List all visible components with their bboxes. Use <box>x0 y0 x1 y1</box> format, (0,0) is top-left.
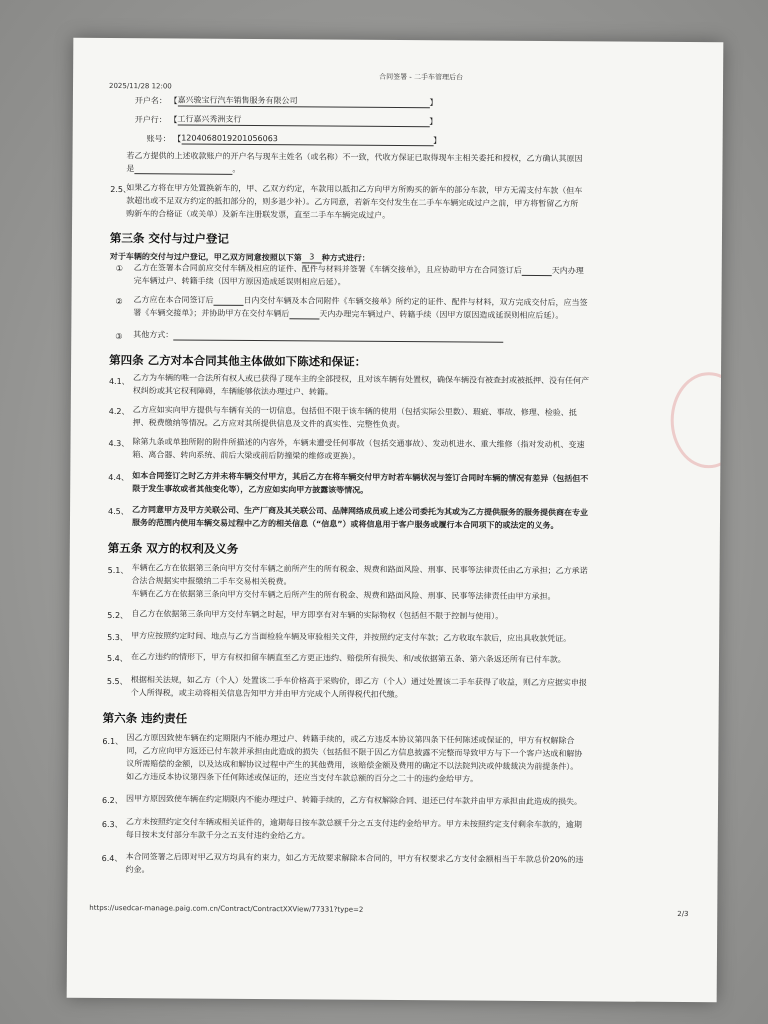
item-number: ② <box>115 297 123 307</box>
clause-6-3-line2: 每日按未支付部分车款千分之五支付违约金给乙方。 <box>125 830 310 841</box>
clause-5-3-line1: 甲方应按照约定时间、地点与乙方当面检验车辆及审验相关文件，并按照约定支付车款；乙方收取车款后，应出具收款凭证。 <box>131 631 572 644</box>
clause-2-5-line2: 款超出或不足双方约定的抵扣部分的，则多退少补）。乙方同意，若新车交付发生在二手车车辆完成过户之前，甲方将暂留乙方所 <box>126 196 579 209</box>
clause-6-3-line1: 乙方未按照约定交付车辆或相关证件的，逾期每日按车款总额千分之五支付违约金给甲方。甲方未按照约定支付剩余车款的，逾期 <box>125 817 582 830</box>
clause-number: 5.5、 <box>106 676 128 687</box>
clause-4-5-line1: 乙方同意甲方及甲方关联公司、生产厂商及其关联公司、品牌网络成员或上述公司委托为其或为乙方提供服务的服务提供商在专业 <box>132 505 589 518</box>
clause-5-1-line1: 车辆在乙方在依据第三条向甲方交付车辆之前所产生的所有税金、规费和路面风险、刑事、民事等法律责任由乙方承担；乙方承诺 <box>131 563 588 576</box>
delivery-method-choice: 3 <box>302 251 322 263</box>
clause-5-2-line1: 自乙方在依据第三条向甲方交付车辆之时起，甲方即享有对车辆的实际物权（包括但不限于控制与使用）。 <box>131 609 504 621</box>
clause-number: 6.1、 <box>102 736 124 747</box>
clause-5-1-line2: 合法合规据实申报缴纳二手车交易相关税费。 <box>131 576 292 587</box>
section-3-item3: 其他方式： <box>133 329 503 343</box>
section-3-intro: 对于车辆的交付与过户登记，甲乙双方同意按照以下第 3 种方式进行： <box>109 252 370 263</box>
clause-4-2-line1: 乙方应如实向甲方提供与车辆有关的一切信息，包括但不限于该车辆的使用（包括实际公里数）、瑕疵、事故、修理、检验、抵 <box>132 405 577 418</box>
clause-5-5-line1: 根据相关法规，如乙方（个人）处置该二手车价格高于采购价，即乙方（个人）通过处置该二手车获得了收益，则乙方应据实申报 <box>130 675 587 688</box>
section-4-title: 第四条 乙方对本合同其他主体做如下陈述和保证： <box>109 353 367 369</box>
section-3-title: 第三条 交付与过户登记 <box>109 231 230 246</box>
clause-6-2-line1: 因甲方原因致使车辆在约定期限内不能办理过户、转籍手续的，乙方有权解除合同、退还已付车款并由甲方承担由此造成的损失。 <box>126 794 583 807</box>
account-number-row: 账号： 【1204068019201056063 】 <box>146 133 442 146</box>
clause-4-3-line2: 箱、离合器、转向系统、前后大梁或前后防撞梁的维修或更换）。 <box>132 450 361 461</box>
section-5-title: 第五条 双方的权利及义务 <box>107 540 239 556</box>
footer-url: https://usedcar-manage.paig.com.cn/Contract/ContractXXView/77331?type=2 <box>89 903 364 914</box>
clause-number: 6.2、 <box>102 795 123 806</box>
account-bank-value: 工行嘉兴秀洲支行 <box>177 113 429 127</box>
clause-number: 6.4、 <box>101 853 123 864</box>
account-number-value: 1204068019201056063 <box>181 132 433 146</box>
clause-5-4-line1: 在乙方违约的情形下，甲方有权扣留车辆直至乙方更正违约、赔偿所有损失、和/或依据第五条、第六条返还所有已付车款。 <box>131 652 566 665</box>
account-bank-label: 开户行： <box>134 115 167 125</box>
document-title: 合同签署 - 二手车管理后台 <box>379 72 464 82</box>
account-bank-row: 开户行： 【工行嘉兴秀洲支行 】 <box>134 114 438 127</box>
clause-2-5-line3: 购新车的合格证（或关单）及新车注册联发票，直至二手车车辆完成过户。 <box>126 209 391 220</box>
clause-4-2-line2: 押、税费缴纳等情况。乙方应对其所提供信息及文件的真实性、完整性负责。 <box>132 418 405 430</box>
clause-6-1-line2: 同，乙方应向甲方返还已付车款并承担由此造成的损失（包括但不限于因乙方信息披露不完整而导致甲方与下一个客户达成和解协 <box>126 746 583 759</box>
account-number-label: 账号： <box>146 134 171 144</box>
account-note-line2: 是 。 <box>126 164 241 174</box>
clause-number: 4.4、 <box>108 472 130 483</box>
section-3-item2-line1: 乙方应在本合同签订后 日内交付车辆及本合同附件《车辆交接单》所约定的证件、配件与材料，双方完成交付后，应当签 <box>133 295 588 308</box>
clause-5-5-line2: 个人所得税，或主动将相关信息告知甲方并由甲方完成个人所得税代扣代缴。 <box>130 688 403 700</box>
item-number: ③ <box>115 332 123 342</box>
clause-number: 4.1、 <box>108 376 130 387</box>
section-6-title: 第六条 违约责任 <box>102 710 188 726</box>
contract-page <box>67 38 724 1003</box>
print-timestamp: 2025/11/28 12:00 <box>108 81 172 91</box>
clause-4-4-line2: 限于发生事故或者其他变化等），乙方应如实向甲方披露该等情况。 <box>132 484 369 495</box>
clause-4-1-line1: 乙方为车辆的唯一合法所有权人或已获得了现车主的全部授权，且对该车辆有处置权，确保车辆没有被查封或被抵押、没有任何产 <box>132 373 590 386</box>
clause-number: 4.2、 <box>108 406 130 417</box>
section-3-item2-line2: 署《车辆交接单》；并协助甲方在交付车辆后 天内办理完车辆过户、转籍手续（因甲方原因造成延误则相应后延）。 <box>133 308 564 321</box>
clause-4-5-line2: 服务的范围内使用车辆交易过程中乙方的相关信息（“信息”）或将信息用于客户服务或履行本合同项下的或法定的义务。 <box>131 518 559 531</box>
clause-5-1-line3: 车辆在乙方在依据第三条向甲方交付车辆之后所产生的所有税金、规费和路面风险、刑事、民事等法律责任由甲方承担。 <box>131 589 556 602</box>
clause-4-3-line1: 除第九条或单独所附的附件所描述的内容外，车辆未遭受任何事故（包括交通事故）、发动机进水、重大维修（指对发动机、变速 <box>132 437 585 450</box>
clause-number: 5.4、 <box>106 653 128 664</box>
account-holder-value: 嘉兴骏宝行汽车销售服务有限公司 <box>177 94 429 108</box>
clause-6-4-line1: 本合同签署之后即对甲乙双方均具有约束力，如乙方无故要求解除本合同的，甲方有权要求乙方支付金额相当于车款总价20%的违 <box>125 852 584 865</box>
clause-number: 5.3、 <box>107 632 128 643</box>
section-3-item1-line2: 完车辆过户、转籍手续（因甲方原因造成延误则相应后延）。 <box>133 276 346 287</box>
clause-6-1-line1: 因乙方原因致使车辆在约定期限内不能办理过户、转籍手续的，或乙方违反本协议第四条下任何陈述或保证的，甲方有权解除合 <box>126 733 575 746</box>
clause-number: 4.3、 <box>108 438 130 449</box>
page-number: 2/3 <box>677 909 689 919</box>
clause-number: 5.1、 <box>107 565 129 576</box>
clause-6-4-line2: 约金。 <box>125 865 150 875</box>
clause-number: 4.5、 <box>108 506 129 517</box>
clause-4-4-line1: 如本合同签订之时乙方并未将车辆交付甲方，其后乙方在将车辆交付甲方时若车辆状况与签订合同时车辆的情况有差异（包括但不 <box>132 471 589 484</box>
account-holder-row: 开户名： 【嘉兴骏宝行汽车销售服务有限公司 】 <box>134 95 438 108</box>
clause-2-5-line1: 如果乙方将在甲方处置换新车的，甲、乙双方约定，车款用以抵扣乙方向甲方所购买的新车的部分车款，甲方无需支付车款（但车 <box>126 183 583 196</box>
account-note-line1: 若乙方提供的上述收款账户的开户名与现车主姓名（或名称）不一致，代收方保证已取得现车主相关委托和授权，乙方确认其原因 <box>126 151 583 164</box>
clause-4-1-line2: 权纠纷或其它权利障碍，车辆能够依法办理过户、转籍。 <box>132 386 333 397</box>
clause-6-1-line4: 如乙方违反本协议第四条下任何陈述或保证的，还应当支付车款总额的百分之二十的违约金给甲方。 <box>126 772 479 784</box>
item-number: ① <box>115 264 123 274</box>
account-holder-label: 开户名： <box>134 96 167 106</box>
clause-number: 6.3、 <box>101 819 123 830</box>
clause-number: 5.2、 <box>107 610 129 621</box>
clause-number: 2.5、 <box>110 185 132 195</box>
clause-6-1-line3: 议所需赔偿的金额，以及达成和解协议过程中产生的其他费用，该赔偿金额及费用的确定不以法院判决或仲裁裁决为前提条件）。 <box>126 759 579 772</box>
section-3-item1-line1: 乙方在签署本合同前应交付车辆及相应的证件、配件与材料并签署《车辆交接单》，且应协助甲方在合同签订后 天内办理 <box>133 263 584 276</box>
red-seal-stamp <box>670 372 723 469</box>
